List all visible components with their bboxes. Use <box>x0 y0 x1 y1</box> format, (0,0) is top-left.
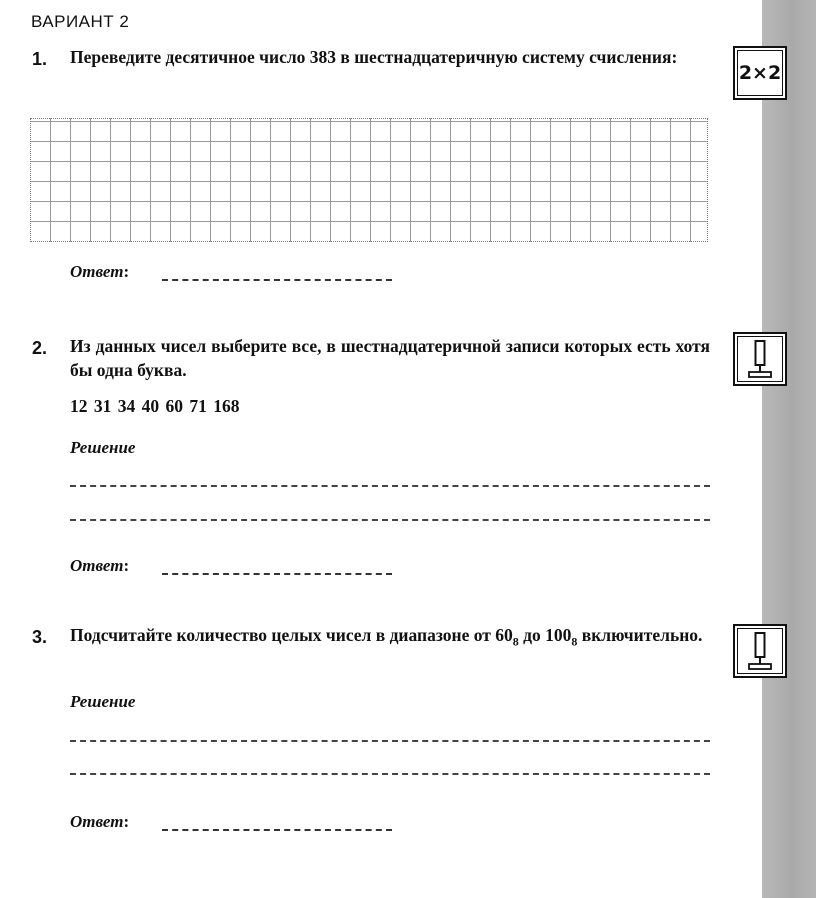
task-3-text: Подсчитайте количество целых чисел в диапазоне от $60_8$ до $100_8$ включительно. <box>70 625 703 649</box>
task-3-solution-line-2[interactable] <box>70 773 710 775</box>
task-1-answer-field[interactable] <box>162 279 392 281</box>
page-edge-sidebar <box>762 0 816 898</box>
task-2-solution-line-1[interactable] <box>70 485 710 487</box>
task-1-number: 1. <box>32 49 48 69</box>
task-1-answer-label: Ответ: <box>70 262 130 281</box>
task-2-solution-label: Решение <box>70 438 136 457</box>
task-3-number: 3. <box>32 627 48 647</box>
task-2-solution-line-2[interactable] <box>70 519 710 521</box>
task-2-answer-label: Ответ: <box>70 556 130 575</box>
task-2-number-list: 12 31 34 40 60 71 168 <box>70 396 240 416</box>
variant-title: ВАРИАНТ 2 <box>31 12 130 31</box>
task-2-answer-field[interactable] <box>162 573 392 575</box>
pen-write-icon <box>733 624 787 678</box>
task-2-number: 2. <box>32 338 48 358</box>
pen-write-icon <box>733 332 787 386</box>
task-3-answer-label: Ответ: <box>70 812 130 831</box>
task-3-solution-line-1[interactable] <box>70 740 710 742</box>
task-1-text: Переведите десятичное число 383 в шестнадцатеричную систему счисления: <box>70 47 678 67</box>
mental-math-2x2-icon <box>733 46 787 100</box>
solution-grid[interactable] <box>30 118 708 242</box>
task-3-solution-label: Решение <box>70 692 136 711</box>
task-2-text: Из данных чисел выберите все, в шестнадцатеричной записи которых есть хотя бы одна буква. <box>70 336 710 380</box>
task-3-answer-field[interactable] <box>162 829 392 831</box>
icon-2x2-text: 2×2 <box>738 62 782 84</box>
